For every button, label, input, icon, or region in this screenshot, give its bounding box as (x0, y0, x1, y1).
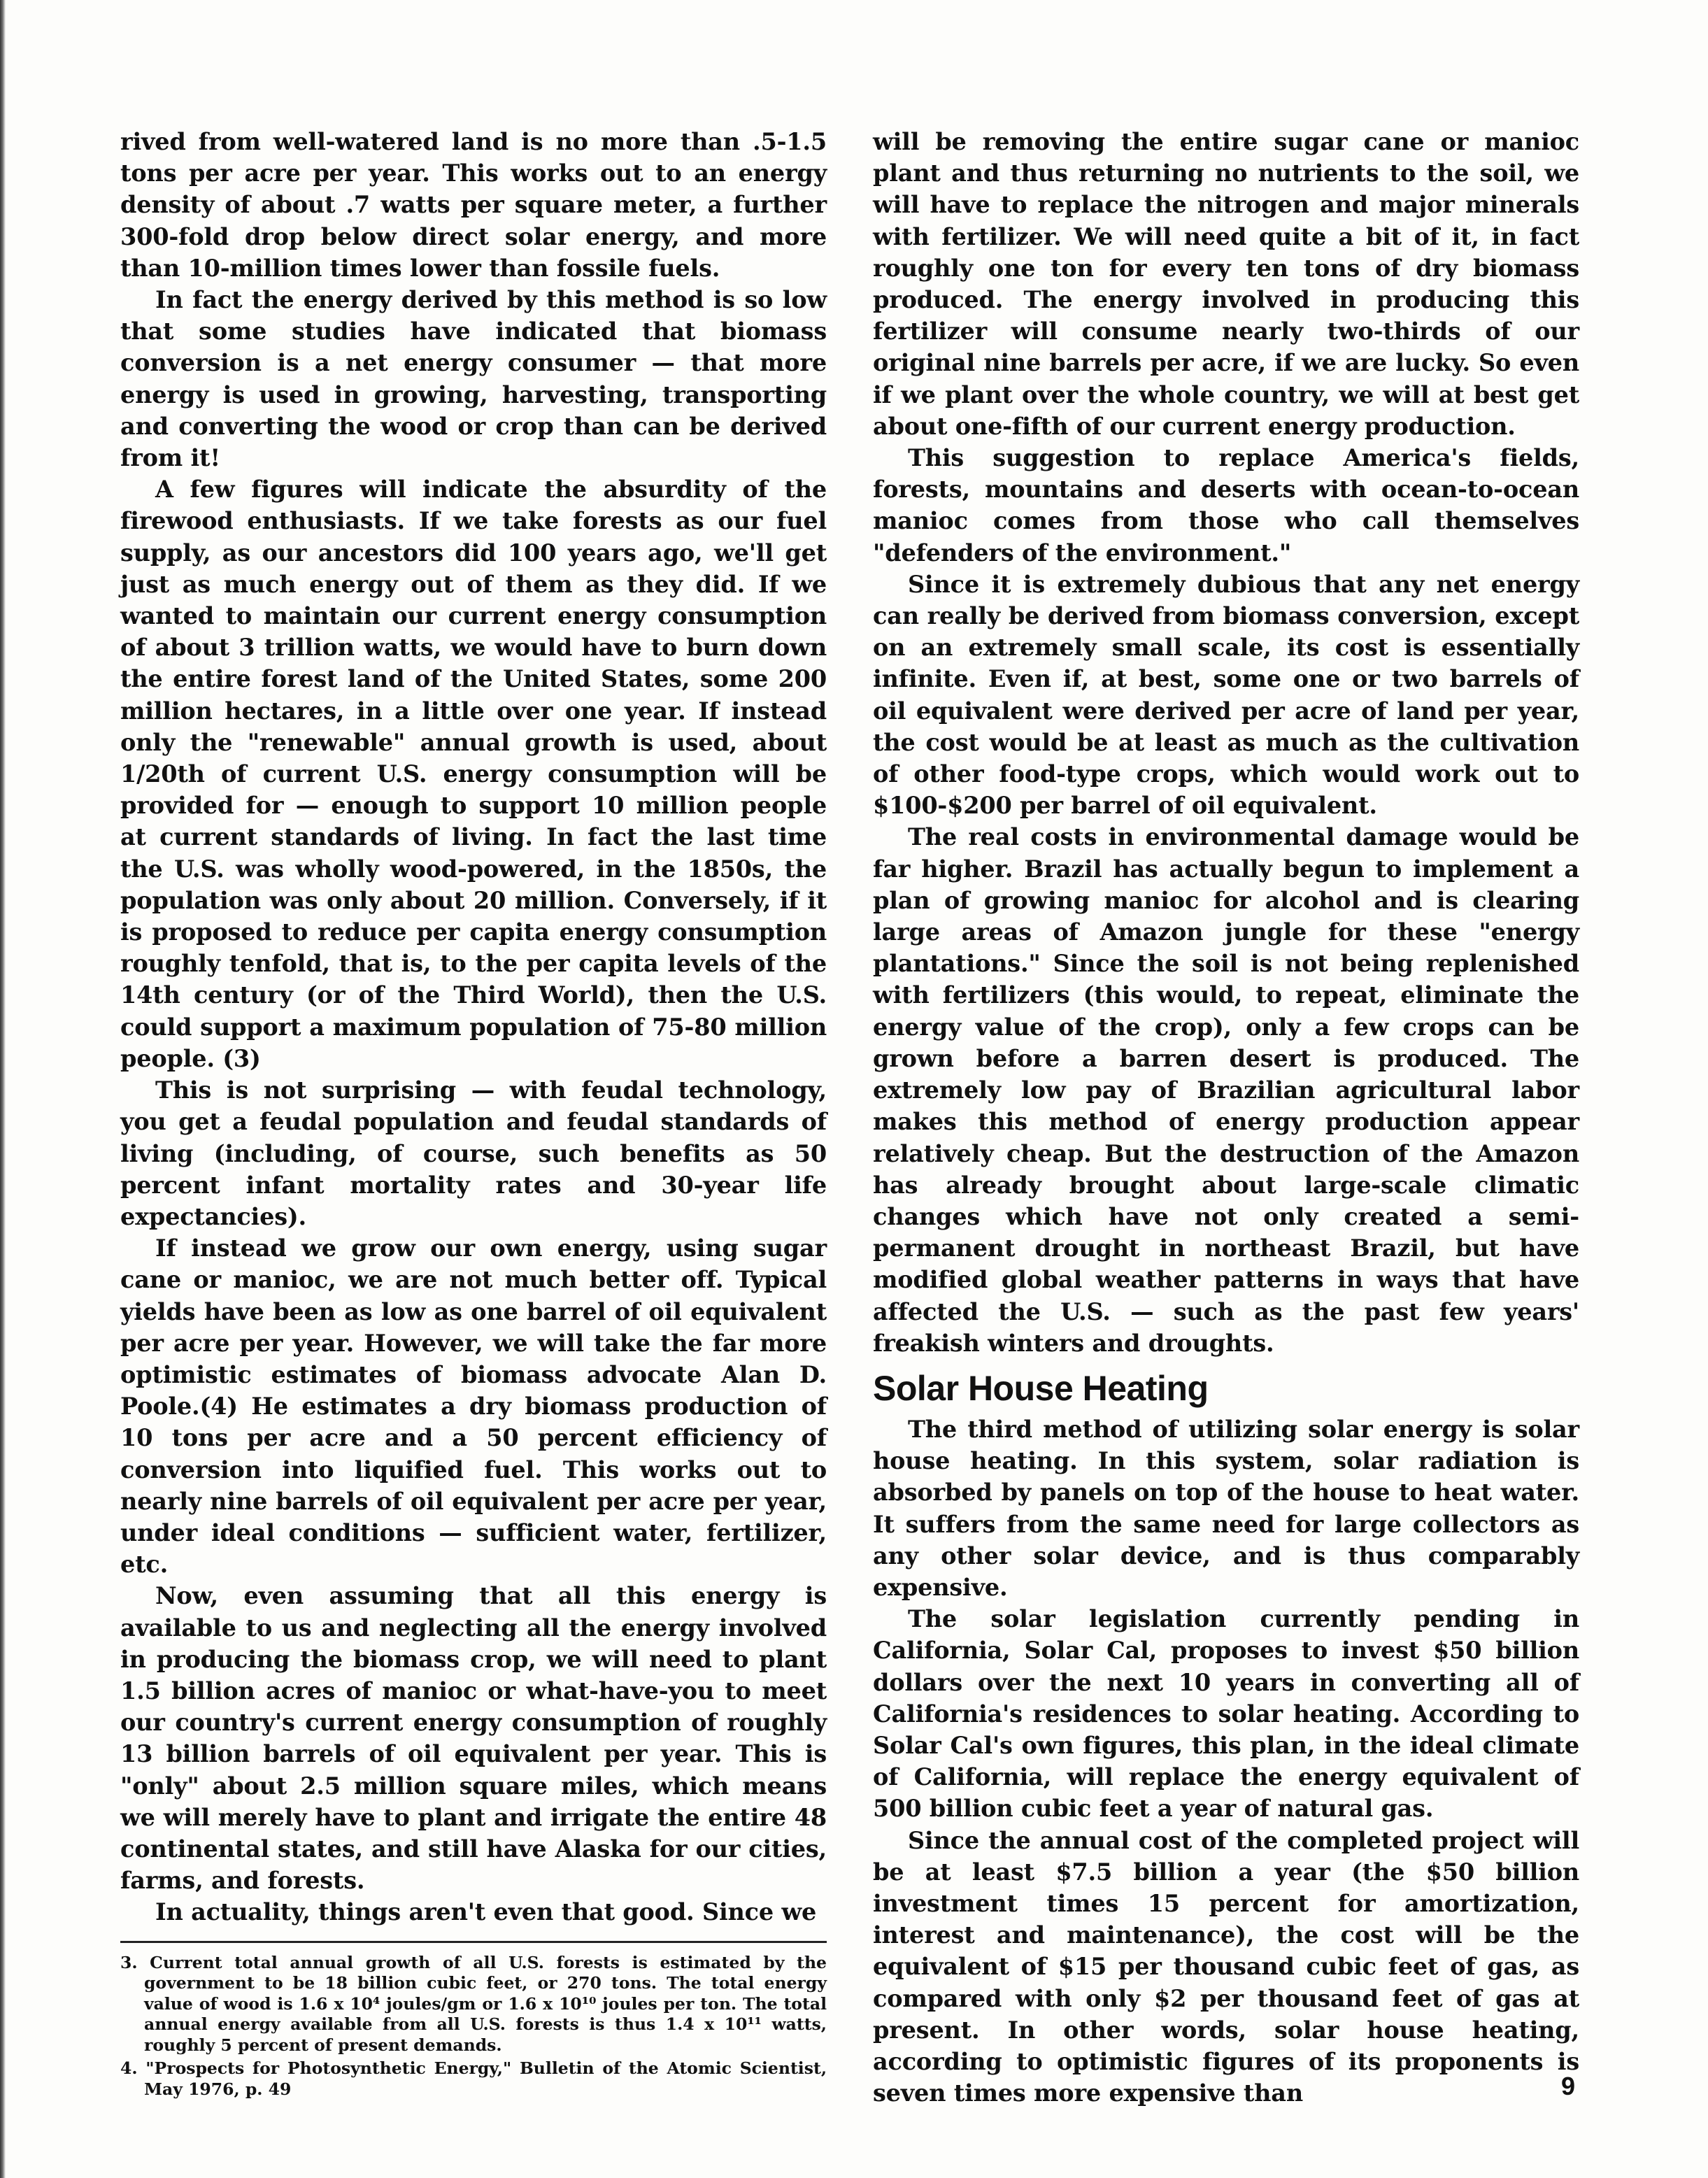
footnote-divider (120, 1941, 827, 1943)
body-paragraph: The third method of utilizing solar energy is solar house heating. In this system, solar radiation is absorbed by panels on top of the house to heat water. It suffers from the same need for large collectors as any other solar device, and is thus comparably expensive. (873, 1415, 1579, 1601)
body-paragraph: This suggestion to replace America's fields, forests, mountains and deserts with ocean-to-ocean manioc comes from those who call themselves "defenders of the environment." (873, 444, 1579, 567)
body-paragraph: The real costs in environmental damage would be far higher. Brazil has actually begun to implement a plan of growing manioc for alcohol and is clearing large areas of Amazon jungle for these "energy plantations." Since the soil is not being replenished with fertilizers (this would, to repeat, eliminate the energy value of the crop), only a few crops can be grown before a barren desert is produced. The extremely low pay of Brazilian agricultural labor makes this method of energy production appear relatively cheap. But the destruction of the Amazon has already brought about large-scale climatic changes which have not only created a semi-permanent drought in northeast Brazil, but have modified global weather patterns in ways that have affected the U.S. — such as the past few years' freakish winters and droughts. (873, 823, 1579, 1357)
body-paragraph: rived from well-watered land is no more than .5-1.5 tons per acre per year. This works out to an energy density of about .7 watts per square meter, a further 300-fold drop below direct solar energy, and more than 10-million times lower than fossile fuels. (120, 128, 827, 282)
body-paragraph: Since the annual cost of the completed project will be at least $7.5 billion a year (the $50 billion investment times 15 percent for amortization, interest and maintenance), the cost will be the equivalent of $15 per thousand cubic feet of gas, as compared with only $2 per thousand feet of gas at present. In other words, solar house heating, according to optimistic figures of its proponents is seven times more expensive than (873, 1826, 1579, 2107)
body-paragraph: will be removing the entire sugar cane or manioc plant and thus returning no nutrients to the soil, we will have to replace the nitrogen and major minerals with fertilizer. We will need quite a bit of it, in fact roughly one ton for every ten tons of dry biomass produced. The energy involved in producing this fertilizer will consume nearly two-thirds of our original nine barrels per acre, if we are lucky. So even if we plant over the whole country, we will at best get about one-fifth of our current energy production. (873, 128, 1579, 440)
body-paragraph: Now, even assuming that all this energy is available to us and neglecting all the energy involved in producing the biomass crop, we will need to plant 1.5 billion acres of manioc or what-have-you to meet our country's current energy consumption of roughly 13 billion barrels of oil equivalent per year. This is "only" about 2.5 million square miles, which means we will merely have to plant and irrigate the entire 48 continental states, and still have Alaska for our cities, farms, and forests. (120, 1582, 827, 1895)
body-paragraph: The solar legislation currently pending in California, Solar Cal, proposes to invest $50 billion dollars over the next 10 years in converting all of California's residences to solar heating. According to Solar Cal's own figures, this plan, in the ideal climate of California, will replace the energy equivalent of 500 billion cubic feet a year of natural gas. (873, 1605, 1579, 1823)
section-heading: Solar House Heating (873, 1368, 1209, 1408)
body-paragraph: In fact the energy derived by this method is so low that some studies have indicated that biomass conversion is a net energy consumer — that more energy is used in growing, harvesting, transporting and converting the wood or crop than can be derived from it! (120, 286, 827, 472)
body-paragraph: A few figures will indicate the absurdity of the firewood enthusiasts. If we take forests as our fuel supply, as our ancestors did 100 years ago, we'll get just as much energy out of them as they did. If we wanted to maintain our current energy consumption of about 3 trillion watts, we would have to burn down the entire forest land of the United States, some 200 million hectares, in a little over one year. If instead only the "renewable" annual growth is used, about 1/20th of current U.S. energy consumption will be provided for — enough to support 10 million people at current standards of living. In fact the last time the U.S. was wholly wood-powered, in the 1850s, the population was only about 20 million. Conversely, if it is proposed to reduce per capita energy consumption roughly tenfold, that is, to the per capita levels of the 14th century (or of the Third World), then the U.S. could support a maximum population of 75-80 million people. (3) (120, 476, 827, 1072)
body-paragraph: This is not surprising — with feudal technology, you get a feudal population and feudal standards of living (including, of course, such benefits as 50 percent infant mortality rates and 30-year life expectancies). (120, 1076, 827, 1230)
body-paragraph: Since it is extremely dubious that any net energy can really be derived from biomass conversion, except on an extremely small scale, its cost is essentially infinite. Even if, at best, some one or two barrels of oil equivalent were derived per acre of land per year, the cost would be at least as much as the cultivation of other food-type crops, which would work out to $100-$200 per barrel of oil equivalent. (873, 570, 1579, 820)
scanned-page-edge (0, 0, 6, 2178)
footnote: 4. "Prospects for Photosynthetic Energy," Bulletin of the Atomic Scientist, May 1976, p. 49 (120, 2058, 827, 2099)
left-column (120, 126, 827, 2102)
right-column (873, 126, 1579, 2109)
body-paragraph: In actuality, things aren't even that good. Since we (155, 1898, 817, 1926)
body-paragraph: If instead we grow our own energy, using sugar cane or manioc, we are not much better off. Typical yields have been as low as one barrel of oil equivalent per acre per year. However, we will take the far more optimistic estimates of biomass advocate Alan D. Poole.(4) He estimates a dry biomass production of 10 tons per acre and a 50 percent efficiency of conversion into liquified fuel. This works out to nearly nine barrels of oil equivalent per acre per year, under ideal conditions — sufficient water, fertilizer, etc. (120, 1234, 827, 1579)
page-number: 9 (1561, 2072, 1576, 2100)
footnote: 3. Current total annual growth of all U.S. forests is estimated by the government to be 18 billion cubic feet, or 270 tons. The total energy value of wood is 1.6 x 10⁴ joules/gm or 1.6 x 10¹⁰ joules per ton. The total annual energy available from all U.S. forests is thus 1.4 x 10¹¹ watts, roughly 5 percent of present demands. (120, 1952, 827, 2055)
